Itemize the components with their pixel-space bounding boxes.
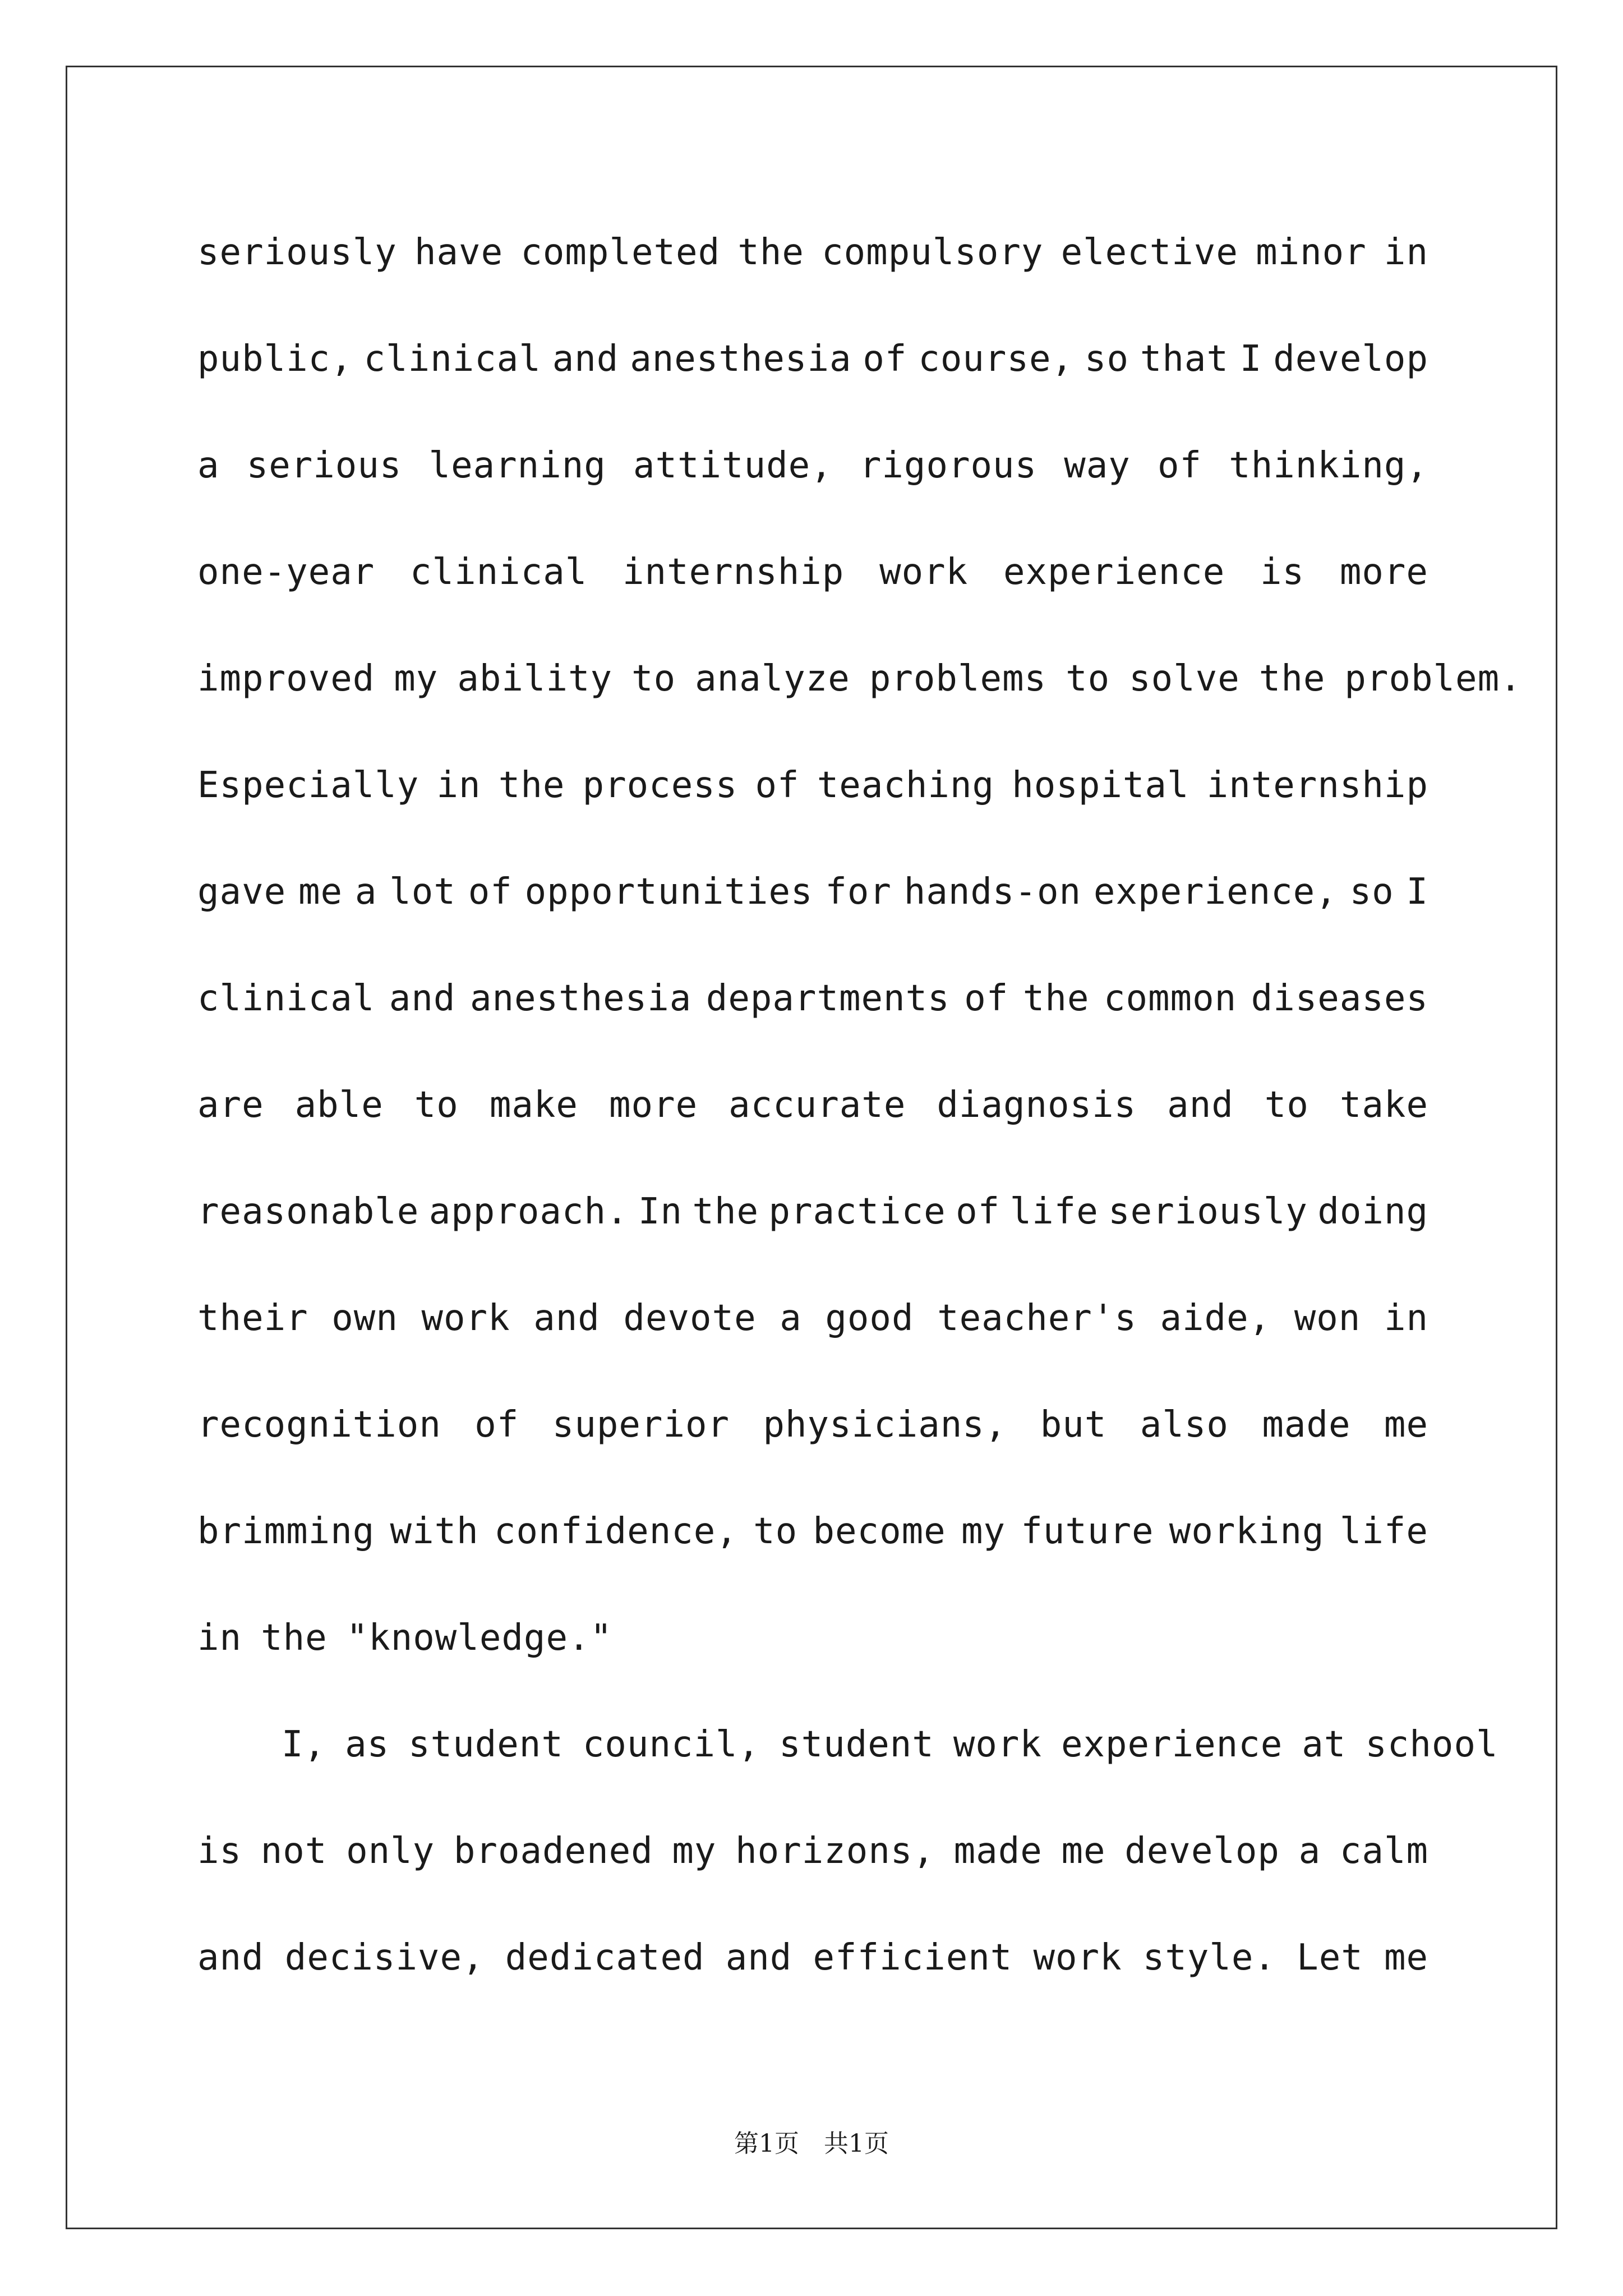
word: experience, bbox=[1093, 871, 1338, 913]
word: are bbox=[197, 1084, 264, 1126]
word: the bbox=[1258, 658, 1326, 700]
word: superior bbox=[552, 1404, 730, 1446]
word: work bbox=[879, 551, 969, 593]
word: clinical bbox=[197, 978, 375, 1019]
word: own bbox=[331, 1297, 398, 1339]
word: my bbox=[961, 1511, 1006, 1552]
word: I bbox=[1239, 338, 1262, 380]
word: "knowledge." bbox=[346, 1617, 613, 1659]
word: internship bbox=[623, 551, 845, 593]
word: made bbox=[1262, 1404, 1351, 1446]
word: in bbox=[436, 765, 481, 806]
word: I, bbox=[282, 1724, 326, 1765]
word: have bbox=[414, 232, 504, 273]
word: clinical bbox=[410, 551, 588, 593]
word: so bbox=[1084, 338, 1129, 380]
word: internship bbox=[1206, 765, 1428, 806]
word: doing bbox=[1317, 1191, 1428, 1232]
word: so bbox=[1349, 871, 1394, 913]
word: improved bbox=[197, 658, 375, 700]
word: and bbox=[389, 978, 456, 1019]
word: the bbox=[692, 1191, 759, 1232]
text-line bbox=[197, 1927, 1428, 2033]
word: common bbox=[1103, 978, 1237, 1019]
word: process bbox=[582, 765, 738, 806]
word: a bbox=[780, 1297, 802, 1339]
text-line bbox=[197, 754, 1428, 861]
word: experience bbox=[1061, 1724, 1283, 1765]
word: able bbox=[294, 1084, 384, 1126]
page-number-label: 第1页 共1页 bbox=[734, 2129, 889, 2158]
word: of bbox=[468, 871, 513, 913]
word: decisive, bbox=[284, 1937, 485, 1978]
text-line bbox=[197, 541, 1428, 648]
word: I bbox=[1406, 871, 1428, 913]
word: life bbox=[1339, 1511, 1428, 1552]
word: course, bbox=[918, 338, 1074, 380]
word: work bbox=[421, 1297, 510, 1339]
word: gave bbox=[197, 871, 287, 913]
word: but bbox=[1040, 1404, 1107, 1446]
text-line bbox=[197, 861, 1428, 968]
word: practice bbox=[768, 1191, 946, 1232]
word: teaching bbox=[817, 765, 995, 806]
word: made bbox=[953, 1830, 1043, 1872]
word: my bbox=[394, 658, 439, 700]
word: school bbox=[1365, 1724, 1498, 1765]
word: efficient bbox=[813, 1937, 1013, 1978]
word: more bbox=[608, 1084, 698, 1126]
word: work bbox=[1033, 1937, 1122, 1978]
word: solve bbox=[1129, 658, 1240, 700]
word: Let bbox=[1297, 1937, 1363, 1978]
word: diagnosis bbox=[937, 1084, 1137, 1126]
word: recognition bbox=[197, 1404, 441, 1446]
word: not bbox=[260, 1830, 328, 1872]
text-line bbox=[197, 222, 1428, 328]
word: won bbox=[1294, 1297, 1361, 1339]
word: minor bbox=[1256, 232, 1367, 273]
word: seriously bbox=[197, 232, 397, 273]
word: a bbox=[1298, 1830, 1321, 1872]
word: to bbox=[1264, 1084, 1309, 1126]
word: In bbox=[638, 1191, 683, 1232]
text-line bbox=[197, 968, 1428, 1074]
word: become bbox=[813, 1511, 946, 1552]
word: in bbox=[1384, 232, 1428, 273]
word: serious bbox=[246, 445, 402, 486]
word: in bbox=[197, 1617, 242, 1659]
word: student bbox=[779, 1724, 934, 1765]
word: confidence, bbox=[494, 1511, 738, 1552]
word: clinical bbox=[363, 338, 541, 380]
text-line bbox=[197, 1181, 1428, 1287]
word: is bbox=[197, 1830, 242, 1872]
word: develop bbox=[1273, 338, 1428, 380]
word: anesthesia bbox=[469, 978, 692, 1019]
word: of bbox=[956, 1191, 1000, 1232]
word: compulsory bbox=[822, 232, 1044, 273]
word: their bbox=[197, 1297, 308, 1339]
word: problems bbox=[869, 658, 1047, 700]
word: calm bbox=[1339, 1830, 1428, 1872]
word: is bbox=[1260, 551, 1305, 593]
word: make bbox=[489, 1084, 578, 1126]
word: opportunities bbox=[524, 871, 813, 913]
text-line bbox=[197, 648, 1522, 754]
word: good bbox=[825, 1297, 914, 1339]
word: accurate bbox=[728, 1084, 906, 1126]
word: style. bbox=[1142, 1937, 1276, 1978]
word: elective bbox=[1061, 232, 1238, 273]
text-line bbox=[197, 1820, 1428, 1927]
word: me bbox=[1384, 1404, 1428, 1446]
word: aide, bbox=[1160, 1297, 1271, 1339]
word: hospital bbox=[1012, 765, 1189, 806]
word: that bbox=[1140, 338, 1229, 380]
word: more bbox=[1339, 551, 1428, 593]
word: take bbox=[1339, 1084, 1428, 1126]
word: my bbox=[672, 1830, 717, 1872]
word: of bbox=[1157, 445, 1202, 486]
word: of bbox=[474, 1404, 519, 1446]
word: for bbox=[825, 871, 892, 913]
word: completed bbox=[520, 232, 721, 273]
word: devote bbox=[623, 1297, 757, 1339]
word: at bbox=[1302, 1724, 1347, 1765]
word: working bbox=[1169, 1511, 1325, 1552]
word: diseases bbox=[1251, 978, 1428, 1019]
text-line bbox=[197, 1074, 1428, 1181]
word: experience bbox=[1003, 551, 1225, 593]
word: develop bbox=[1124, 1830, 1280, 1872]
word: and bbox=[552, 338, 619, 380]
word: attitude, bbox=[633, 445, 833, 486]
word: of bbox=[755, 765, 800, 806]
word: problem. bbox=[1344, 658, 1522, 700]
word: future bbox=[1021, 1511, 1154, 1552]
word: me bbox=[298, 871, 343, 913]
page-footer bbox=[0, 2123, 1623, 2159]
word: life bbox=[1009, 1191, 1099, 1232]
word: with bbox=[390, 1511, 479, 1552]
word: dedicated bbox=[505, 1937, 705, 1978]
word: hands-on bbox=[903, 871, 1082, 913]
word: brimming bbox=[197, 1511, 375, 1552]
word: to bbox=[631, 658, 676, 700]
word: learning bbox=[428, 445, 606, 486]
word: of bbox=[863, 338, 907, 380]
word: way bbox=[1064, 445, 1131, 486]
word: horizons, bbox=[735, 1830, 935, 1872]
word: and bbox=[533, 1297, 600, 1339]
word: teacher's bbox=[937, 1297, 1137, 1339]
word: rigorous bbox=[859, 445, 1038, 486]
text-line bbox=[197, 1501, 1428, 1607]
word: me bbox=[1061, 1830, 1106, 1872]
word: approach. bbox=[428, 1191, 629, 1232]
word: seriously bbox=[1108, 1191, 1308, 1232]
word: me bbox=[1384, 1937, 1428, 1978]
word: only bbox=[346, 1830, 435, 1872]
word: physicians, bbox=[763, 1404, 1007, 1446]
text-line bbox=[197, 328, 1428, 435]
word: in bbox=[1384, 1297, 1428, 1339]
word: public, bbox=[197, 338, 353, 380]
word: a bbox=[197, 445, 220, 486]
word: one-year bbox=[197, 551, 375, 593]
word: student bbox=[408, 1724, 564, 1765]
word: also bbox=[1140, 1404, 1229, 1446]
word: to bbox=[753, 1511, 798, 1552]
text-line bbox=[197, 1714, 1498, 1820]
word: the bbox=[737, 232, 804, 273]
word: reasonable bbox=[197, 1191, 419, 1232]
body-text bbox=[197, 222, 1522, 2033]
word: to bbox=[414, 1084, 459, 1126]
text-line bbox=[197, 1607, 1428, 1714]
word: and bbox=[197, 1937, 264, 1978]
text-line bbox=[197, 435, 1428, 541]
word: analyze bbox=[695, 658, 850, 700]
word: Especially bbox=[197, 765, 419, 806]
word: the bbox=[1022, 978, 1090, 1019]
text-line bbox=[197, 1287, 1428, 1394]
word: as bbox=[345, 1724, 390, 1765]
word: the bbox=[498, 765, 565, 806]
word: work bbox=[953, 1724, 1042, 1765]
word: departments bbox=[706, 978, 950, 1019]
word: to bbox=[1066, 658, 1110, 700]
word: anesthesia bbox=[630, 338, 852, 380]
word: council, bbox=[582, 1724, 760, 1765]
word: ability bbox=[457, 658, 613, 700]
word: lot bbox=[389, 871, 456, 913]
text-line bbox=[197, 1394, 1428, 1501]
word: and bbox=[1167, 1084, 1234, 1126]
word: thinking, bbox=[1229, 445, 1428, 486]
word: a bbox=[354, 871, 377, 913]
word: broadened bbox=[453, 1830, 653, 1872]
word: and bbox=[725, 1937, 792, 1978]
word: the bbox=[261, 1617, 328, 1659]
word: of bbox=[964, 978, 1009, 1019]
